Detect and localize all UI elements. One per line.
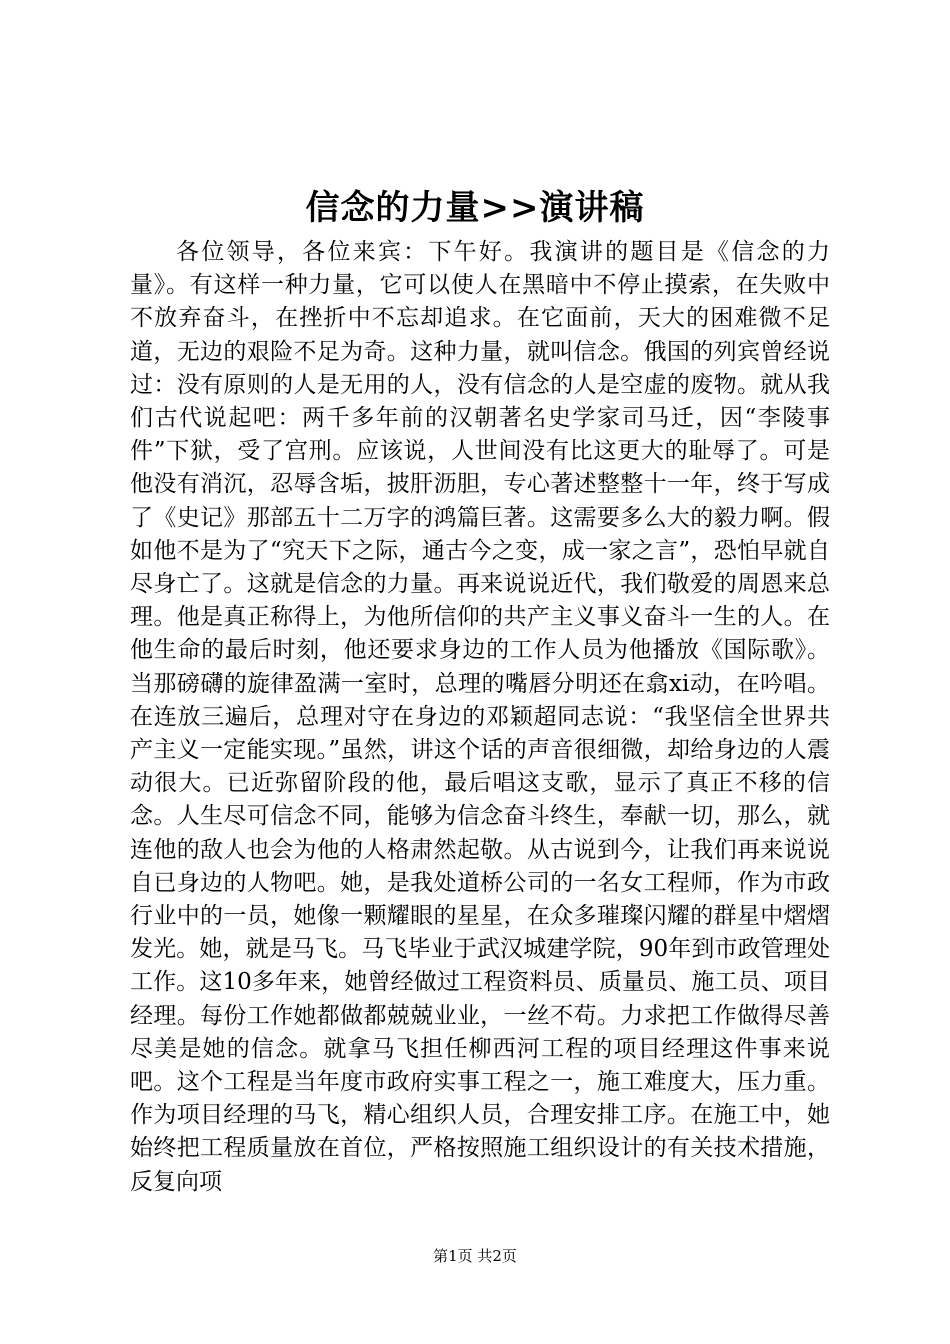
page-footer: 第1页 共2页 (433, 1247, 517, 1265)
document-title: 信念的力量>>演讲稿 (305, 188, 645, 228)
document-body: 各位领导，各位来宾：下午好。我演讲的题目是《信念的力量》。有这样一种力量，它可以使人在黑暗中不停止摸索，在失败中不放弃奋斗，在挫折中不忘却追求。在它面前，天大的困难微不足道，无边的艰险不足为奇。这种力量，就叫信念。俄国的列宾曾经说过：没有原则的人是无用的人，没有信念的人是空虚的废物。就从我们古代说起吧：两千多年前的汉朝著名史学家司马迁，因“李陵事件”下狱，受了宫刑。应该说，人世间没有比这更大的耻辱了。可是他没有消沉，忍辱含垢，披肝沥胆，专心著述整整十一年，终于写成了《史记》那部五十二万字的鸿篇巨著。这需要多么大的毅力啊。假如他不是为了“究天下之际，通古今之变，成一家之言”，恐怕早就自尽身亡了。这就是信念的力量。再来说说近代，我们敬爱的周恩来总理。他是真正称得上，为他所信仰的共产主义事义奋斗一生的人。在他生命的最后时刻，他还要求身边的工作人员为他播放《国际歌》。当那磅礴的旋律盈满一室时，总理的嘴唇分明还在翕xi动，在吟唱。在连放三遍后，总理对守在身边的邓颖超同志说：“我坚信全世界共产主义一定能实现。”虽然，讲这个话的声音很细微，却给身边的人震动很大。已近弥留阶段的他，最后唱这支歌，显示了真正不移的信念。人生尽可信念不同，能够为信念奋斗终生，奉献一切，那么，就连他的敌人也会为他的人格肃然起敬。从古说到今，让我们再来说说自已身边的人物吧。她，是我处道桥公司的一名女工程师，作为市政行业中的一员，她像一颗耀眼的星星，在众多璀璨闪耀的群星中熠熠发光。她，就是马飞。马飞毕业于武汉城建学院，90年到市政管理处工作。这10多年来，她曾经做过工程资料员、质量员、施工员、项目经理。每份工作她都做都兢兢业业，一丝不苟。力求把工作做得尽善尽美是她的信念。就拿马飞担任柳西河工程的项目经理这件事来说吧。这个工程是当年度市政府实事工程之一，施工难度大，压力重。作为项目经理的马飞，精心组织人员，合理安排工序。在施工中，她始终把工程质量放在首位，严格按照施工组织设计的有关技术措施，反复向项 (130, 239, 830, 1195)
